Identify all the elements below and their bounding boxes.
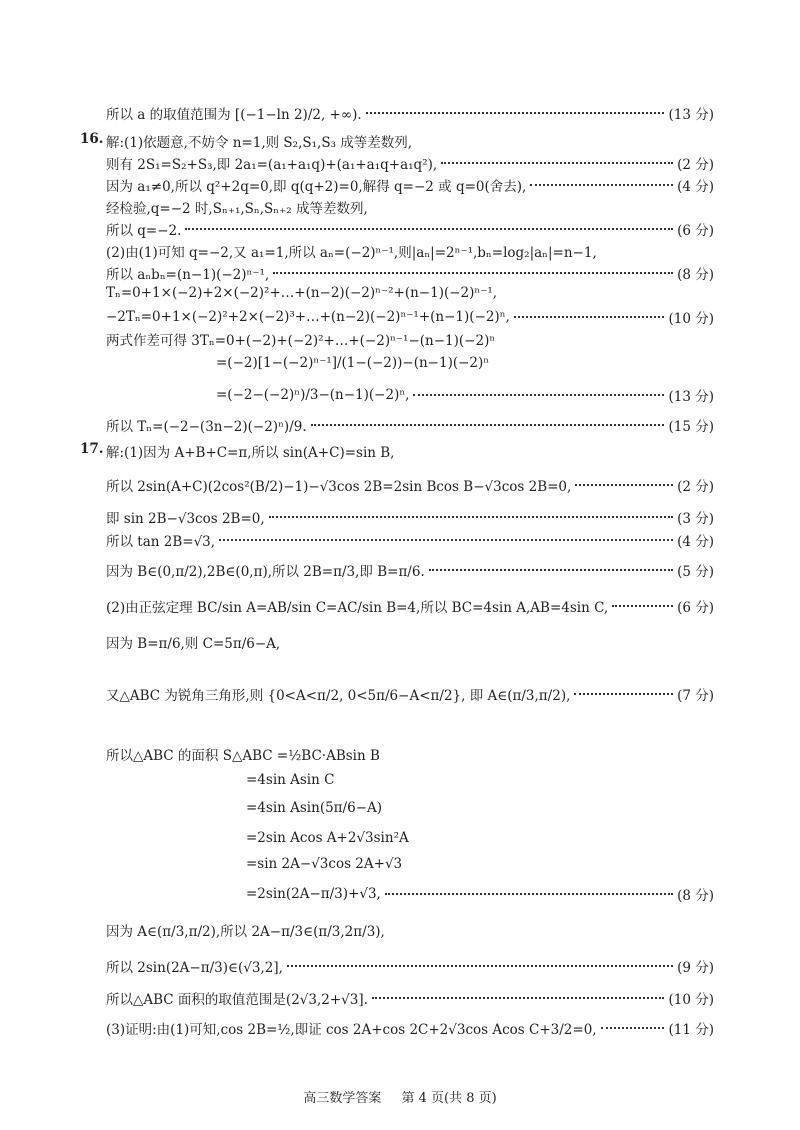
dot-leader [385,893,673,895]
dot-leader [287,965,673,967]
line-text: 两式作差可得 3Tₙ=0+(−2)+(−2)²+…+(−2)ⁿ⁻¹−(n−1)(−2)ⁿ [106,333,496,349]
line-text: 所以 2sin(2A−π/3)∈(√3,2], [106,960,283,976]
line-text: =2sin(2A−π/3)+√3, [246,886,381,902]
score-label: (10 分) [668,992,714,1008]
line-text: (3)证明:由(1)可知,cos 2B=½,即证 cos 2A+cos 2C+2√3cos Acos C+3/2=0, [106,1022,597,1038]
score-label: (2 分) [677,157,714,173]
solution-line [106,197,714,217]
footer-doc-title: 高三数学答案 [303,1091,382,1106]
score-label: (11 分) [668,1022,714,1038]
score-label: (15 分) [668,419,714,435]
score-label: (3 分) [677,511,714,527]
dot-leader [601,1027,665,1029]
score-label: (7 分) [677,688,714,704]
dot-leader [429,569,673,571]
line-text: 所以△ABC 的面积 S△ABC =½BC·ABsin B [106,748,380,764]
score-label: (13 分) [668,389,714,405]
solution-line [216,385,714,405]
solution-line [106,560,714,580]
solution-line [106,415,714,435]
problem-number-16: 16. [80,131,104,147]
line-text: =4sin Asin(5π/6−A) [246,800,383,816]
solution-line [106,219,714,239]
line-text: Tₙ=0+1×(−2)+2×(−2)²+…+(n−2)(−2)ⁿ⁻²+(n−1)(−2)ⁿ⁻¹, [106,285,498,301]
line-text: 因为 B∈(0,π/2),2B∈(0,π),所以 2B=π/3,即 B=π/6. [106,564,425,580]
dot-leader [612,605,673,607]
solution-line [106,632,714,652]
solution-line [106,744,714,764]
score-label: (4 分) [677,534,714,550]
score-label: (9 分) [677,960,714,976]
dot-leader [514,316,665,318]
line-text: 所以 2sin(A+C)(2cos²(B/2)−1)−√3cos 2B=2sin Bcos B−√3cos 2B=0, [106,479,572,495]
line-text: =(−2−(−2)ⁿ)/3−(n−1)(−2)ⁿ, [216,387,410,403]
solution-line [246,772,714,788]
line-text: 所以 a 的取值范围为 [(−1−ln 2)/2, +∞). [106,107,362,123]
solution-line [246,800,714,816]
score-label: (10 分) [668,311,714,327]
line-text: 即 sin 2B−√3cos 2B=0, [106,511,265,527]
line-text: =sin 2A−√3cos 2A+√3 [246,856,403,872]
dot-leader [413,394,664,396]
line-text: (2)由(1)可知 q=−2,又 a₁=1,所以 aₙ=(−2)ⁿ⁻¹,则|aₙ|=2ⁿ⁻¹,bₙ=log₂|aₙ|=n−1, [106,245,597,261]
line-text: 因为 B=π/6,则 C=5π/6−A, [106,636,281,652]
line-text: 所以 tan 2B=√3, [106,534,216,550]
dot-leader [574,693,673,695]
line-text: 所以 Tₙ=(−2−(3n−2)(−2)ⁿ)/9. [106,419,307,435]
solution-line [106,241,714,261]
dot-leader [269,516,673,518]
score-label: (6 分) [677,600,714,616]
solution-line [106,596,714,616]
dot-leader [219,539,673,541]
line-text: 解:(1)因为 A+B+C=π,所以 sin(A+C)=sin B, [106,445,395,461]
line-text: 因为 A∈(π/3,π/2),所以 2A−π/3∈(π/3,2π/3), [106,924,385,940]
dot-leader [311,424,665,426]
page-footer [0,1087,800,1106]
solution-line [106,153,714,173]
solution-line [106,684,714,704]
solution-line [246,830,714,846]
solution-line [106,475,714,495]
line-text: =2sin Acos A+2√3sin²A [246,830,409,846]
solution-line [106,263,714,283]
dot-leader [575,484,673,486]
dot-leader [185,228,673,230]
solution-line [106,103,714,123]
score-label: (8 分) [677,267,714,283]
score-label: (4 分) [677,179,714,195]
dot-leader [372,997,665,999]
solution-line [106,530,714,550]
line-text: =(−2)[1−(−2)ⁿ⁻¹]/(1−(−2))−(n−1)(−2)ⁿ [216,355,490,371]
solution-line [246,884,714,904]
score-label: (6 分) [677,223,714,239]
line-text: 所以 q=−2. [106,223,182,239]
solution-line [106,285,714,301]
solution-line [106,920,714,940]
score-label: (13 分) [668,107,714,123]
dot-leader [530,184,673,186]
solution-line [106,307,714,327]
solution-line [246,856,714,872]
line-text: −2Tₙ=0+1×(−2)²+2×(−2)³+…+(n−2)(−2)ⁿ⁻¹+(n−1)(−2)ⁿ, [106,309,510,325]
solution-line [106,1018,714,1038]
line-text: 所以△ABC 面积的取值范围是(2√3,2+√3]. [106,992,368,1008]
line-text: =4sin Asin C [246,772,335,788]
line-text: 所以 aₙbₙ=(n−1)(−2)ⁿ⁻¹, [106,267,270,283]
line-text: 因为 a₁≠0,所以 q²+2q=0,即 q(q+2)=0,解得 q=−2 或 q=0(舍去), [106,179,527,195]
score-label: (2 分) [677,479,714,495]
solution-line [216,355,714,371]
solution-line [106,988,714,1008]
score-label: (5 分) [677,564,714,580]
solution-line [106,131,714,151]
solution-line [106,956,714,976]
score-label: (8 分) [677,888,714,904]
line-text: 则有 2S₁=S₂+S₃,即 2a₁=(a₁+a₁q)+(a₁+a₁q+a₁q²), [106,157,438,173]
dot-leader [273,272,673,274]
problem-number-17: 17. [80,441,104,457]
dot-leader [366,112,665,114]
line-text: 解:(1)依题意,不妨令 n=1,则 S₂,S₁,S₃ 成等差数列, [106,135,413,151]
line-text: (2)由正弦定理 BC/sin A=AB/sin C=AC/sin B=4,所以 BC=4sin A,AB=4sin C, [106,600,609,616]
dot-leader [441,162,673,164]
solution-line [106,507,714,527]
line-text: 经检验,q=−2 时,Sₙ₊₁,Sₙ,Sₙ₊₂ 成等差数列, [106,201,368,217]
line-text: 又△ABC 为锐角三角形,则 {0<A<π/2, 0<5π/6−A<π/2}, 即 A∈(π/3,π/2), [106,688,571,704]
solution-line [106,441,714,461]
solution-line [106,175,714,195]
solution-line [106,329,714,349]
footer-page-number: 第 4 页(共 8 页) [401,1091,497,1106]
